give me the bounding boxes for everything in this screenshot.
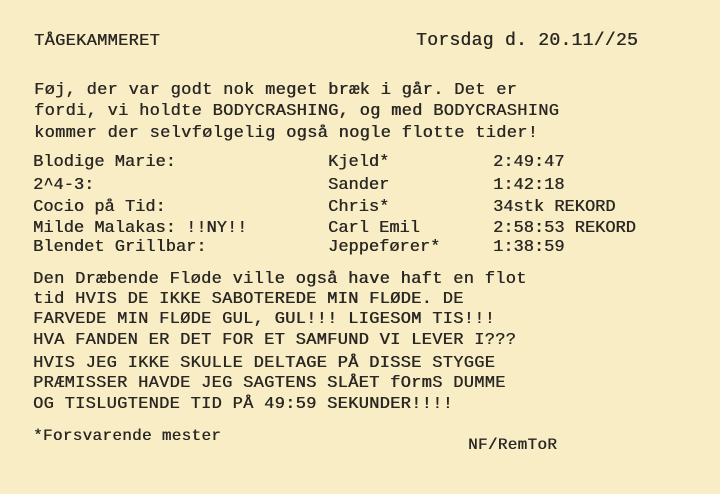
result-person: Jeppefører* <box>328 238 441 257</box>
result-person: Chris* <box>328 198 390 217</box>
footnote: *Forsvarende mester <box>33 427 222 445</box>
rant-line: FARVEDE MIN FLØDE GUL, GUL!!! LIGESOM TIS!!! <box>33 310 496 329</box>
rant-line: OG TISLUGTENDE TID PÅ 49:59 SEKUNDER!!!! <box>33 395 454 414</box>
result-event: Blodige Marie: <box>33 153 176 172</box>
result-event: Blendet Grillbar: <box>33 238 207 257</box>
result-time: 1:38:59 <box>493 238 565 257</box>
rant-line: HVA FANDEN ER DET FOR ET SAMFUND VI LEVER I??? <box>33 331 517 350</box>
result-event: Cocio på Tid: <box>33 198 166 217</box>
page-title: TÅGEKAMMERET <box>34 32 161 51</box>
result-time: 2:49:47 <box>493 153 565 172</box>
intro-line: kommer der selvfølgelig også nogle flotte tider! <box>34 124 539 143</box>
rant-line: HVIS JEG IKKE SKULLE DELTAGE PÅ DISSE STYGGE <box>33 354 496 373</box>
result-time: 34stk REKORD <box>493 198 616 217</box>
intro-line: Føj, der var godt nok meget bræk i går. Det er <box>34 81 518 100</box>
rant-line: PRÆMISSER HAVDE JEG SAGTENS SLÅET fOrmS DUMME <box>33 374 506 393</box>
result-time: 1:42:18 <box>493 176 565 195</box>
result-event: Milde Malakas: !!NY!! <box>33 219 248 238</box>
result-person: Carl Emil <box>328 219 420 238</box>
result-person: Kjeld* <box>328 153 390 172</box>
signature: NF/RemToR <box>468 436 558 454</box>
rant-line: Den Dræbende Fløde ville også have haft en flot <box>33 270 527 289</box>
result-person: Sander <box>328 176 390 195</box>
date-line: Torsdag d. 20.11//25 <box>416 31 639 51</box>
result-event: 2^4-3: <box>33 176 95 195</box>
rant-line: tid HVIS DE IKKE SABOTEREDE MIN FLØDE. DE <box>33 290 464 309</box>
intro-line: fordi, vi holdte BODYCRASHING, og med BODYCRASHING <box>34 102 560 121</box>
result-time: 2:58:53 REKORD <box>493 219 636 238</box>
